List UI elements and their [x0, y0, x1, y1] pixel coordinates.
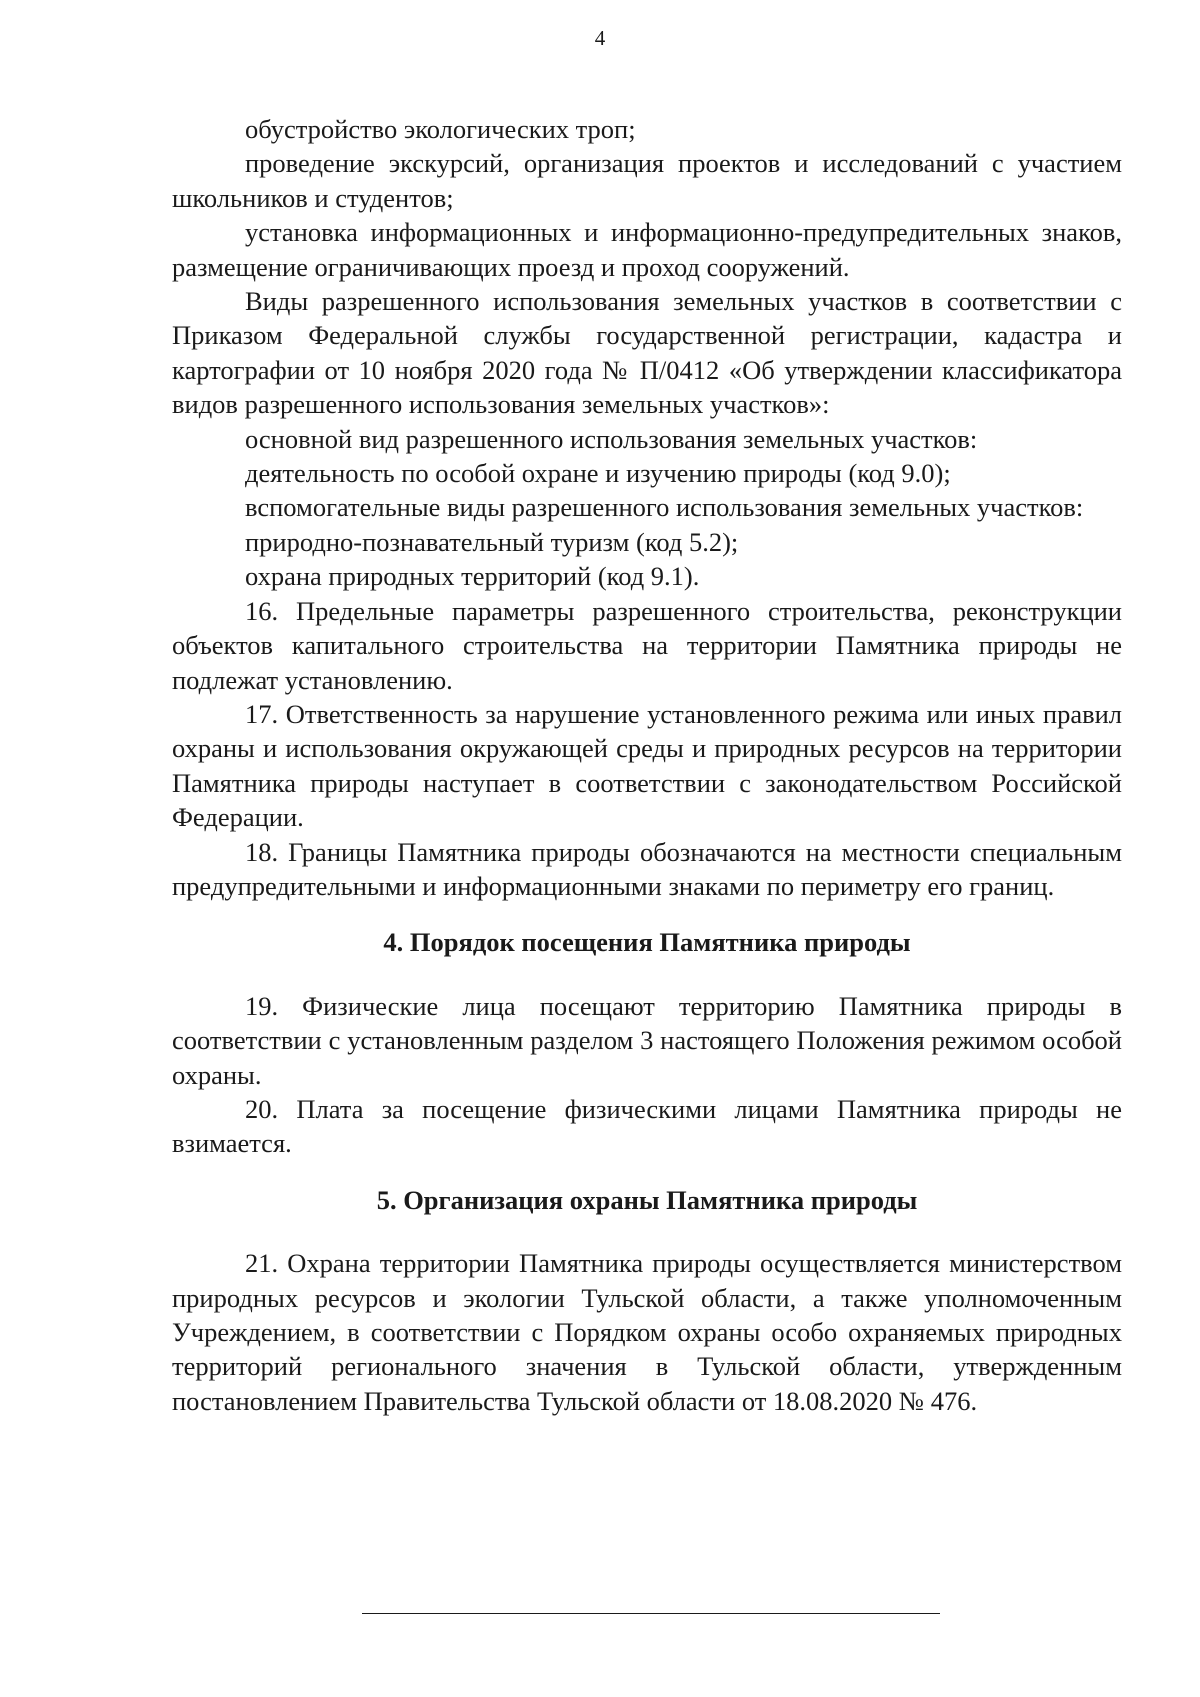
- paragraph-main-land-use: основной вид разрешенного использования земельных участков:: [245, 423, 978, 454]
- paragraph-land-use-types: Виды разрешенного использования земельных участков в соответствии с Приказом Федеральной службы государственной регистрации, кадастра и картографии от 10 ноября 2020 года № П/0412 «Об утверждении классификатора видов разрешенного использования земельных участков»:: [172, 286, 1122, 420]
- paragraph-18: 18. Границы Памятника природы обозначаются на местности специальным предупредительными и информационными знаками по периметру его границ.: [172, 836, 1122, 901]
- end-divider-line: [362, 1613, 940, 1614]
- paragraph-signs: установка информационных и информационно-предупредительных знаков, размещение ограничивающих проезд и проход сооружений.: [172, 217, 1122, 282]
- paragraph-code-5-2: природно-познавательный туризм (код 5.2);: [245, 526, 739, 557]
- section-4-heading: 4. Порядок посещения Памятника природы: [383, 927, 911, 958]
- paragraph-code-9-1: охрана природных территорий (код 9.1).: [245, 561, 700, 592]
- section-5-heading: 5. Организация охраны Памятника природы: [376, 1184, 918, 1215]
- paragraph-auxiliary-land-use: вспомогательные виды разрешенного использования земельных участков:: [245, 492, 1084, 523]
- document-body: [172, 112, 1122, 1418]
- paragraph-code-9-0: деятельность по особой охране и изучению природы (код 9.0);: [245, 458, 951, 489]
- paragraph-20: 20. Плата за посещение физическими лицами Памятника природы не взимается.: [172, 1093, 1122, 1159]
- paragraph-excursions: проведение экскурсий, организация проектов и исследований с участием школьников и студентов;: [172, 148, 1122, 213]
- paragraph-16: 16. Предельные параметры разрешенного строительства, реконструкции объектов капитального строительства на территории Памятника природы не подлежат установлению.: [172, 595, 1122, 695]
- paragraph-ecological-trails: обустройство экологических троп;: [245, 114, 636, 144]
- paragraph-19: 19. Физические лица посещают территорию Памятника природы в соответствии с установленным разделом 3 настоящего Положения режимом особой охраны.: [172, 990, 1122, 1090]
- page-number: 4: [594, 26, 606, 50]
- paragraph-21: 21. Охрана территории Памятника природы осуществляется министерством природных ресурсов и экологии Тульской области, а также уполномоченным Учреждением, в соответствии с Порядком охраны особо охраняемых природных территорий регионального значения в Тульской области, утвержденным постановлением Правительства Тульской области от 18.08.2020 № 476.: [172, 1248, 1122, 1416]
- paragraph-17: 17. Ответственность за нарушение установленного режима или иных правил охраны и использования окружающей среды и природных ресурсов на территории Памятника природы наступает в соответствии с законодательством Российской Федерации.: [172, 698, 1122, 833]
